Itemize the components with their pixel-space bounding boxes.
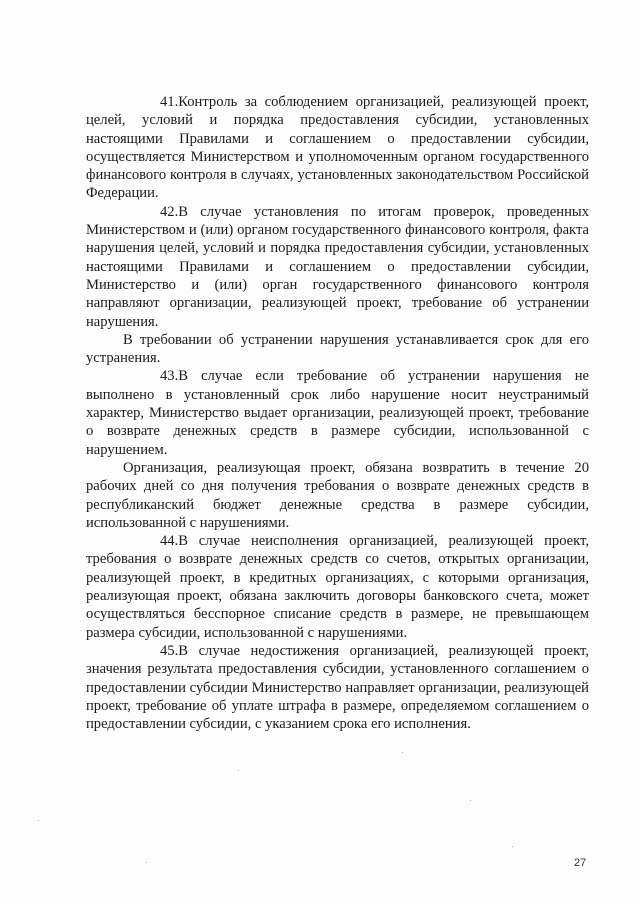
scan-speck bbox=[238, 770, 239, 771]
paragraph-45 bbox=[86, 642, 589, 733]
paragraph-text: В случае если требование об устранении нарушения не выполнено в установленный срок либо нарушение носит неустранимый характер, Министерство выдает организации, реализующей проект, требование о возврате денежных средств в размере субсидии, использованной с нарушением. bbox=[86, 368, 589, 458]
paragraph-43 bbox=[86, 367, 589, 458]
scan-speck bbox=[38, 820, 39, 821]
paragraph-text: Организация, реализующая проект, обязана возвратить в течение 20 рабочих дней со дня получения требования о возврате денежных средств в республиканский бюджет денежные средства в размере субсидии, использованной с нарушениями. bbox=[86, 459, 589, 531]
paragraph-44 bbox=[86, 532, 589, 642]
clause-number: 43. bbox=[160, 368, 179, 385]
page-number: 27 bbox=[574, 857, 587, 869]
paragraph-text: В случае недостижения организацией, реализующей проект, значения результата предоставления субсидии, установленного соглашением о предоставлении субсидии Министерство направляет организации, реализующей проект, требование об уплате штрафа в размере, определяемом соглашением о предоставлении субсидии, с указанием срока его исполнения. bbox=[86, 642, 589, 733]
scan-speck bbox=[146, 862, 147, 863]
paragraph-text: В требовании об устранении нарушения устанавливается срок для его устранения. bbox=[86, 331, 589, 367]
clause-number: 41. bbox=[160, 94, 179, 110]
document-body bbox=[86, 93, 589, 733]
clause-number: 45. bbox=[160, 642, 179, 659]
paragraph-text: Контроль за соблюдением организацией, реализующей проект, целей, условий и порядка предоставления субсидии, установленных настоящими Правилами и соглашением о предоставлении субсидии, осуществляется Министерством и уполномоченным органом государственного финансового контроля в случаях, установленных законодательством Российской Федерации. bbox=[86, 94, 589, 202]
scan-speck bbox=[470, 800, 471, 801]
clause-number: 44. bbox=[160, 533, 179, 550]
paragraph-43-refund bbox=[86, 459, 589, 532]
paragraph-text: В случае установления по итогам проверок, проведенных Министерством и (или) органом государственного финансового контроля, факта нарушения целей, условий и порядка предоставления субсидии, установленных настоящими Правилами и соглашением о предоставлении субсидии, Министерство и (или) орган государственного финансового контроля направляют организации, реализующей проект, требование об устранении нарушения. bbox=[86, 203, 589, 330]
paragraph-text: В случае неисполнения организацией, реализующей проект, требования о возврате денежных средств со счетов, открытых организации, реализующей проект, в кредитных организациях, с которыми организация, реализующая проект, обязана заключить договоры банковского счета, может осуществляться бесспорное списание средств в размере, не превышающем размера субсидии, использованной с нарушениями. bbox=[86, 533, 589, 641]
clause-number: 42. bbox=[160, 203, 179, 220]
scan-speck bbox=[512, 846, 513, 847]
paragraph-41 bbox=[86, 93, 589, 203]
paragraph-42 bbox=[86, 203, 589, 331]
scan-speck bbox=[402, 752, 403, 753]
paragraph-42-deadline bbox=[86, 331, 589, 368]
